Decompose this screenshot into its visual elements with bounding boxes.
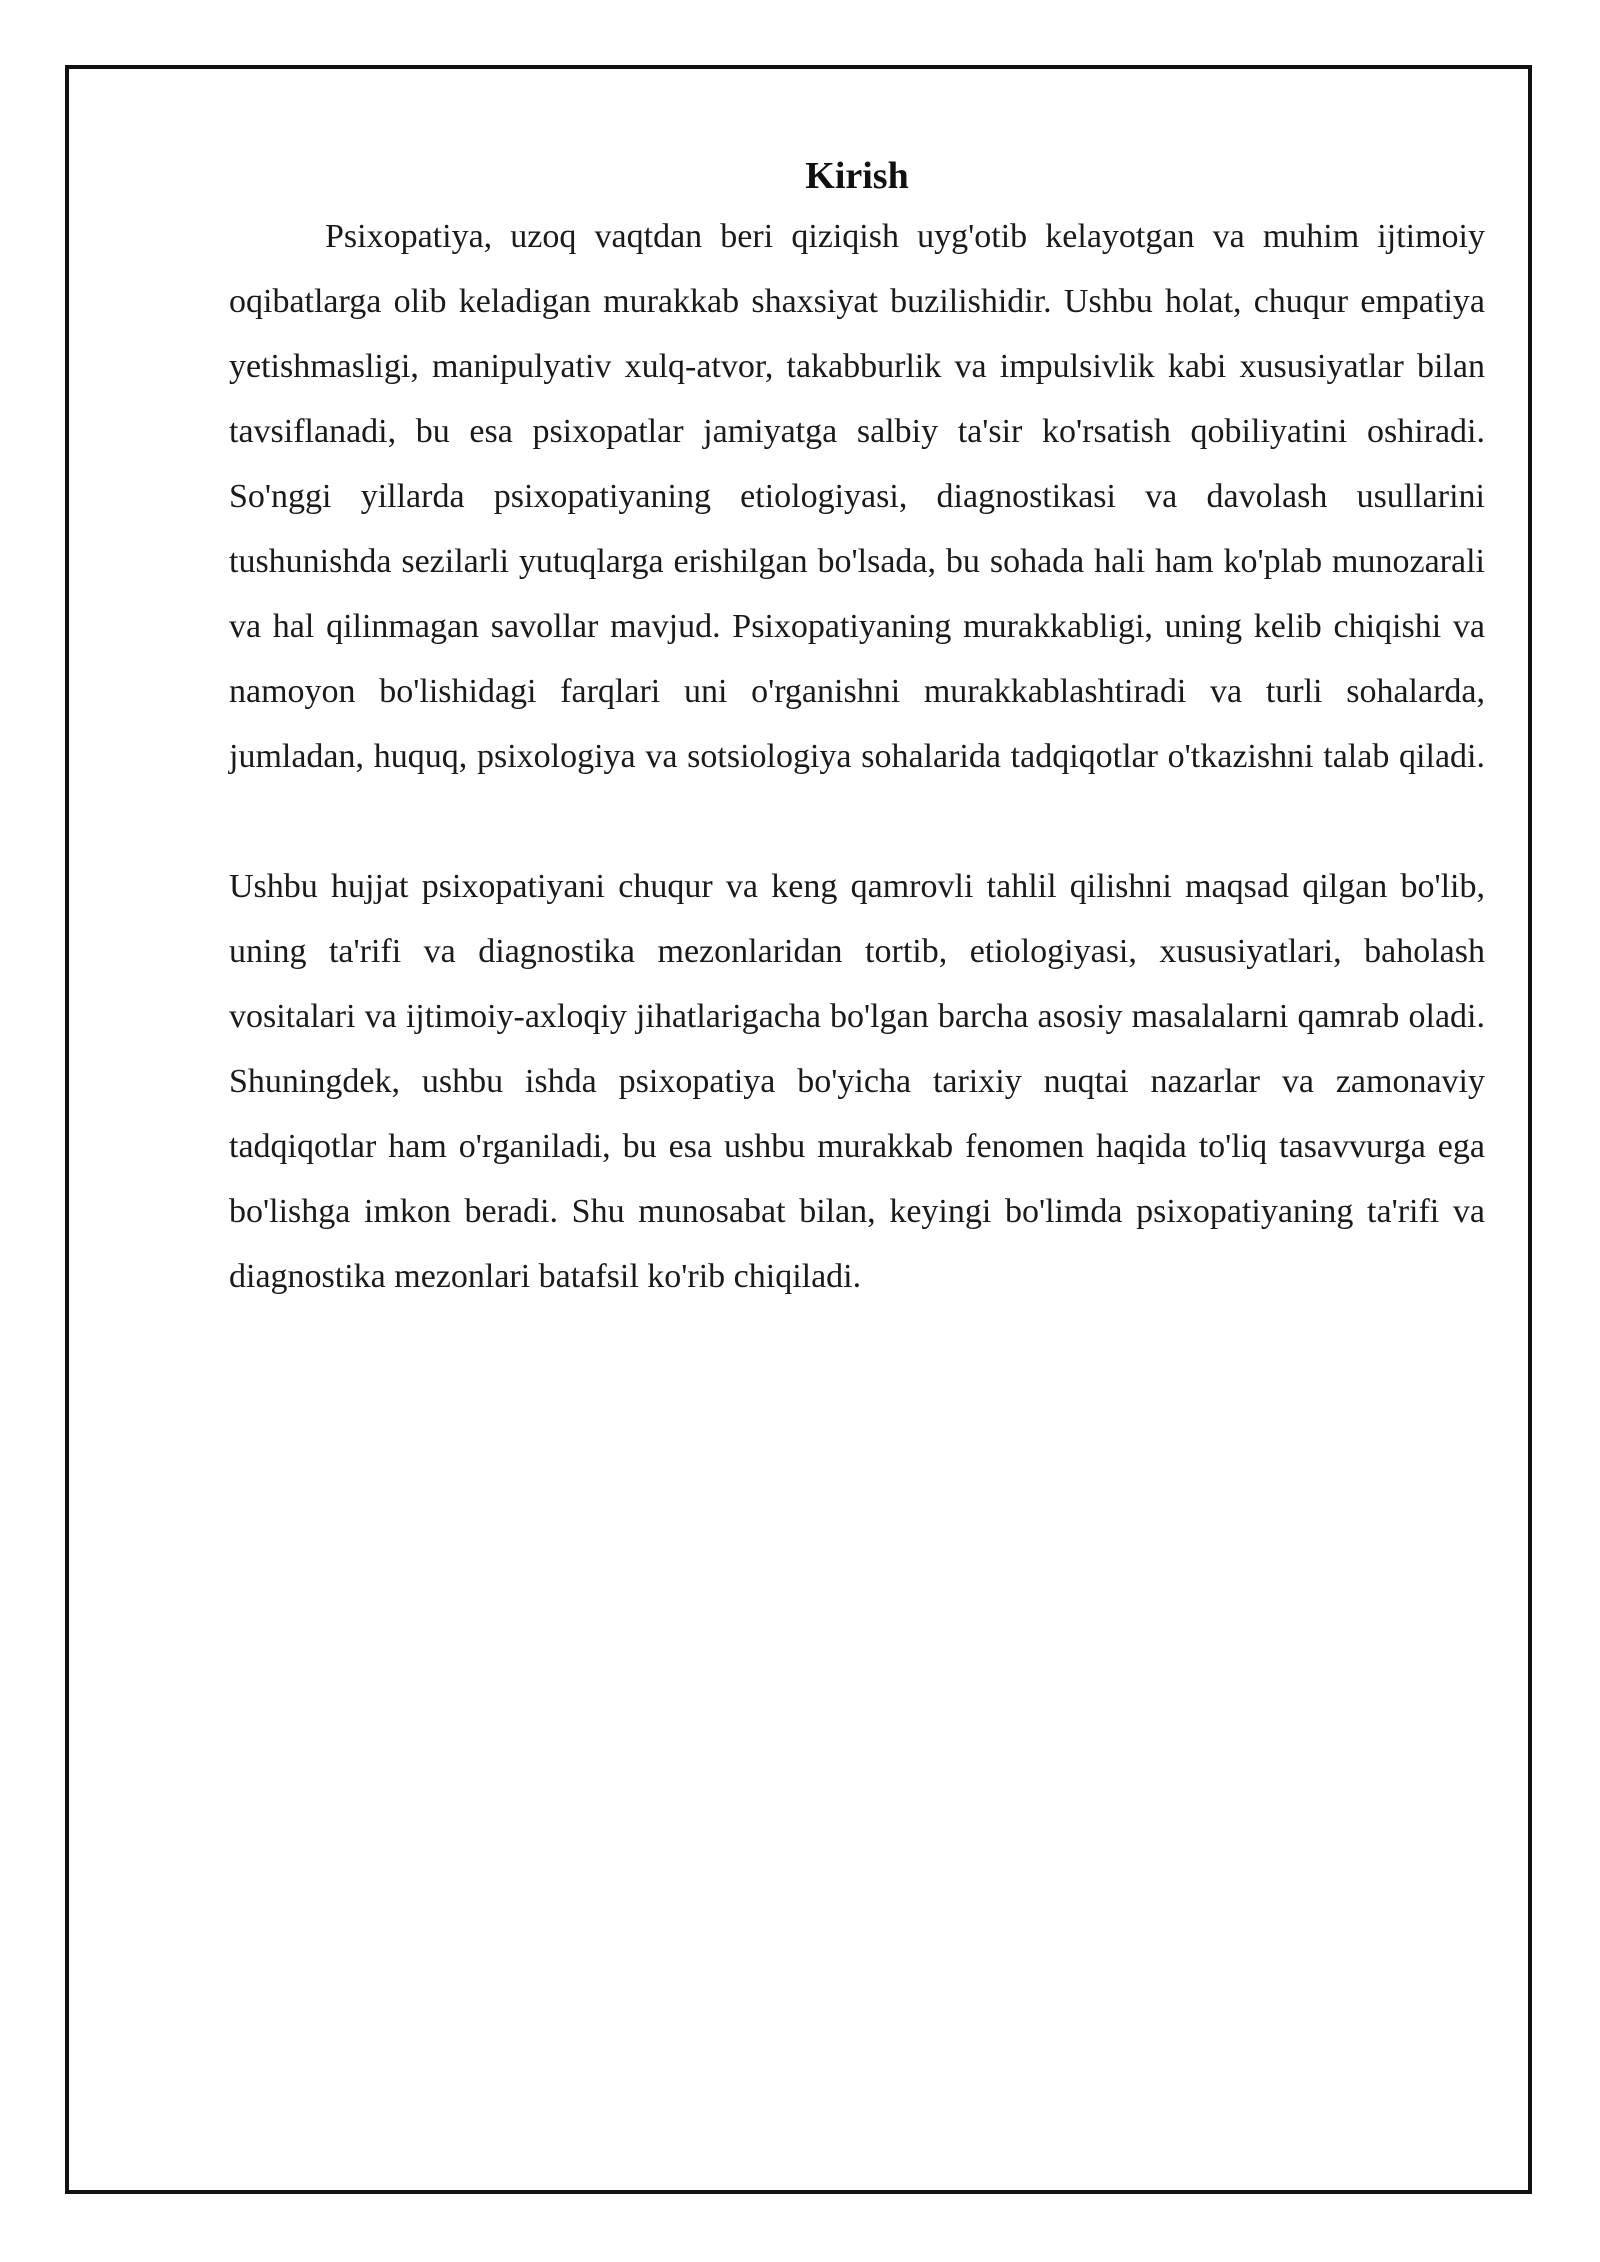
paragraph-2: Ushbu hujjat psixopatiyani chuqur va keng qamrovli tahlil qilishni maqsad qilgan bo'lib, uning ta'rifi va diagnostika mezonlaridan tortib, etiologiyasi, xususiyatlari, baholash vositalari va ijtimoiy-axloqiy jihatlarigacha bo'lgan barcha asosiy masalalarni qamrab oladi. Shuningdek, ushbu ishda psixopatiya bo'yicha tarixiy nuqtai nazarlar va zamonaviy tadqiqotlar ham o'rganiladi, bu esa ushbu murakkab fenomen haqida to'liq tasavvurga ega bo'lishga imkon beradi. Shu munosabat bilan, keyingi bo'limda psixopatiyaning ta'rifi va diagnostika mezonlari batafsil ko'rib chiqiladi. (229, 868, 1485, 1295)
section-title: Kirish (805, 155, 909, 197)
document-body (229, 148, 1485, 1309)
paragraph-1: Psixopatiya, uzoq vaqtdan beri qiziqish uyg'otib kelayotgan va muhim ijtimoiy oqibatlarga olib keladigan murakkab shaxsiyat buzilishidir. Ushbu holat, chuqur empatiya yetishmasligi, manipulyativ xulq-atvor, takabburlik va impulsivlik kabi xususiyatlar bilan tavsiflanadi, bu esa psixopatlar jamiyatga salbiy ta'sir ko'rsatish qobiliyatini oshiradi. So'nggi yillarda psixopatiyaning etiologiyasi, diagnostikasi va davolash usullarini tushunishda sezilarli yutuqlarga erishilgan bo'lsada, bu sohada hali ham ko'plab munozarali va hal qilinmagan savollar mavjud. Psixopatiyaning murakkabligi, uning kelib chiqishi va namoyon bo'lishidagi farqlari uni o'rganishni murakkablashtiradi va turli sohalarda, jumladan, huquq, psixologiya va sotsiologiya sohalarida tadqiqotlar o'tkazishni talab qiladi. (229, 218, 1485, 775)
